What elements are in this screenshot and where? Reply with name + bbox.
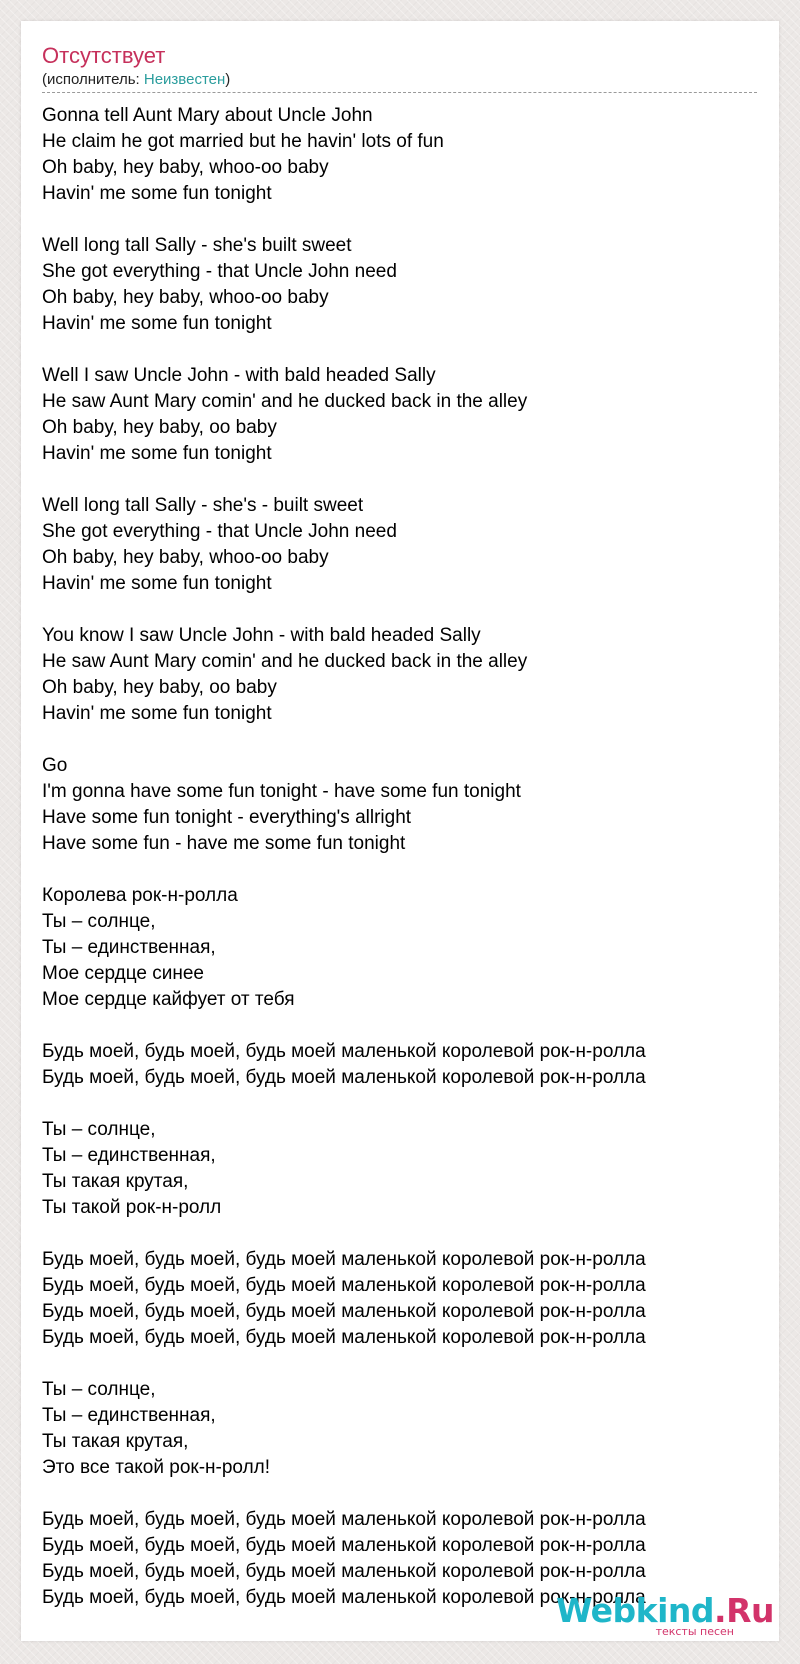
artist-link[interactable]: Неизвестен xyxy=(143,71,226,88)
lyric-line: Oh baby, hey baby, oo baby xyxy=(42,677,277,698)
stanza xyxy=(42,623,757,727)
stanza xyxy=(42,493,757,597)
lyric-line: Oh baby, hey baby, whoo-oo baby xyxy=(42,287,329,308)
lyrics-text xyxy=(42,103,757,1611)
artist-line xyxy=(42,71,757,93)
lyrics-card xyxy=(21,21,779,1641)
lyric-line: You know I saw Uncle John - with bald headed Sally xyxy=(42,625,481,646)
lyric-line: Будь моей, будь моей, будь моей маленькой королевой рок-н-ролла xyxy=(42,1535,646,1556)
lyric-line: Будь моей, будь моей, будь моей маленькой королевой рок-н-ролла xyxy=(42,1561,646,1582)
lyric-line: Gonna tell Aunt Mary about Uncle John xyxy=(42,105,373,126)
lyric-line: He saw Aunt Mary comin' and he ducked back in the alley xyxy=(42,651,528,672)
lyric-line: Well I saw Uncle John - with bald headed Sally xyxy=(42,365,436,386)
lyric-line: Будь моей, будь моей, будь моей маленькой королевой рок-н-ролла xyxy=(42,1067,646,1088)
stanza xyxy=(42,1039,757,1091)
lyric-line: I'm gonna have some fun tonight - have some fun tonight xyxy=(42,781,521,802)
lyric-line: Ты такой рок-н-ролл xyxy=(42,1197,222,1218)
lyric-line: Ты – солнце, xyxy=(42,911,156,932)
lyric-line: Ты такая крутая, xyxy=(42,1431,189,1452)
lyric-line: Oh baby, hey baby, oo baby xyxy=(42,417,277,438)
lyric-line: Будь моей, будь моей, будь моей маленькой королевой рок-н-ролла xyxy=(42,1327,646,1348)
lyric-line: Havin' me some fun tonight xyxy=(42,313,272,334)
lyric-line: Go xyxy=(42,755,68,776)
lyric-line: She got everything - that Uncle John need xyxy=(42,261,397,282)
lyric-line: Будь моей, будь моей, будь моей маленькой королевой рок-н-ролла xyxy=(42,1509,646,1530)
lyric-line: Havin' me some fun tonight xyxy=(42,573,272,594)
lyric-line: Будь моей, будь моей, будь моей маленькой королевой рок-н-ролла xyxy=(42,1275,646,1296)
lyric-line: She got everything - that Uncle John need xyxy=(42,521,397,542)
lyric-line: Oh baby, hey baby, whoo-oo baby xyxy=(42,547,329,568)
lyric-line: He claim he got married but he havin' lots of fun xyxy=(42,131,444,152)
lyric-line: Ты – солнце, xyxy=(42,1379,156,1400)
lyric-line: Мое сердце кайфует от тебя xyxy=(42,989,295,1010)
lyric-line: Oh baby, hey baby, whoo-oo baby xyxy=(42,157,329,178)
lyric-line: He saw Aunt Mary comin' and he ducked back in the alley xyxy=(42,391,528,412)
lyric-line: Ты – единственная, xyxy=(42,1405,216,1426)
logo-tagline: тексты песен xyxy=(655,1625,734,1638)
lyric-line: Будь моей, будь моей, будь моей маленькой королевой рок-н-ролла xyxy=(42,1301,646,1322)
lyric-line: Ты – солнце, xyxy=(42,1119,156,1140)
lyric-line: Ты – единственная, xyxy=(42,1145,216,1166)
lyric-line: Будь моей, будь моей, будь моей маленькой королевой рок-н-ролла xyxy=(42,1587,646,1608)
stanza xyxy=(42,1247,757,1351)
stanza xyxy=(42,1117,757,1221)
lyric-line: Будь моей, будь моей, будь моей маленькой королевой рок-н-ролла xyxy=(42,1041,646,1062)
lyric-line: Well long tall Sally - she's - built sweet xyxy=(42,495,364,516)
lyric-line: Havin' me some fun tonight xyxy=(42,443,272,464)
logo-name: Webkind xyxy=(555,1591,715,1630)
logo-wordmark xyxy=(555,1591,774,1630)
lyric-line: Это все такой рок-н-ролл! xyxy=(42,1457,271,1478)
lyric-line: Have some fun - have me some fun tonight xyxy=(42,833,406,854)
lyric-line: Havin' me some fun tonight xyxy=(42,183,272,204)
stanza xyxy=(42,1377,757,1481)
lyric-line: Havin' me some fun tonight xyxy=(42,703,272,724)
song-title: Отсутствует xyxy=(42,43,166,68)
artist-prefix: (исполнитель: xyxy=(42,71,144,88)
lyric-line: Well long tall Sally - she's built sweet xyxy=(42,235,352,256)
stanza xyxy=(42,233,757,337)
lyric-line: Ты – единственная, xyxy=(42,937,216,958)
stanza xyxy=(42,363,757,467)
lyric-line: Ты такая крутая, xyxy=(42,1171,189,1192)
logo-tld: .Ru xyxy=(714,1591,774,1630)
lyric-line: Мое сердце синее xyxy=(42,963,204,984)
stanza xyxy=(42,103,757,207)
lyric-line: Будь моей, будь моей, будь моей маленькой королевой рок-н-ролла xyxy=(42,1249,646,1270)
lyric-line: Have some fun tonight - everything's allright xyxy=(42,807,412,828)
stanza xyxy=(42,883,757,1013)
site-logo[interactable] xyxy=(555,1591,774,1638)
artist-suffix: ) xyxy=(225,71,231,88)
lyric-line: Королева рок-н-ролла xyxy=(42,885,238,906)
stanza xyxy=(42,753,757,857)
